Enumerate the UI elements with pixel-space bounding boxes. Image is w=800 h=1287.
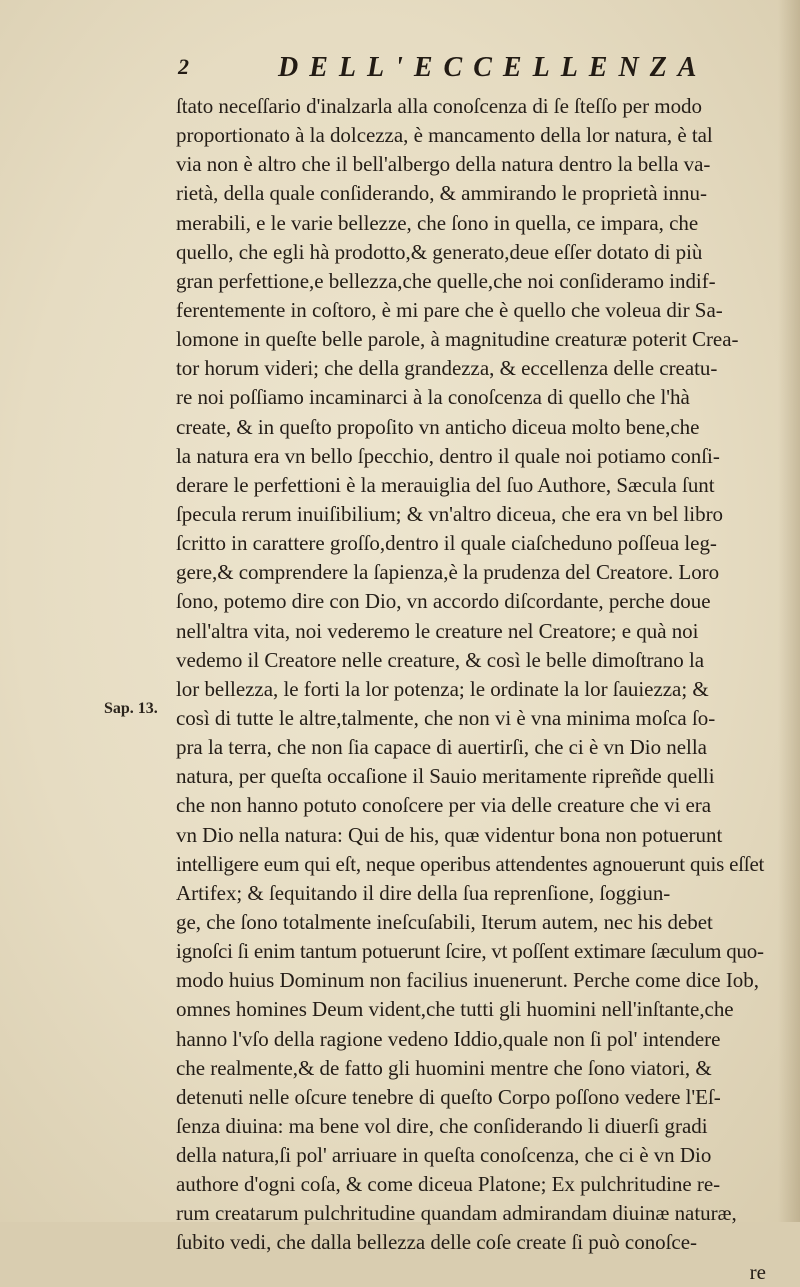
text-line: vn Dio nella natura: Qui de his, quæ videntur bona non potuerunt (176, 822, 723, 847)
text-line: create, & in queſto propoſito vn anticho diceua molto bene,che (176, 414, 700, 439)
text-line: lomone in queſte belle parole, à magnitudine creaturæ poterit Crea- (176, 327, 739, 352)
text-line: gran perfettione,e bellezza,che quelle,che noi conſideramo indif- (176, 268, 716, 293)
text-line: rum creatarum pulchritudine quandam admirandam diuinæ naturæ, (176, 1201, 737, 1226)
text-line: intelligere eum qui eſt, neque operibus attendentes agnouerunt quis eſſet (176, 851, 765, 876)
text-line: authore d'ogni coſa, & come diceua Platone; Ex pulchritudine re- (176, 1172, 721, 1197)
text-line: re noi poſſiamo incaminarci à la conoſcenza di quello che l'hà (176, 385, 690, 410)
running-title: DELL'ECCELLENZA (278, 52, 708, 83)
text-line: derare le perfettioni è la merauiglia del ſuo Authore, Sæcula ſunt (176, 472, 715, 497)
text-line: lor bellezza, le forti la lor potenza; le ordinate la lor ſauiezza; & (176, 676, 709, 701)
text-line: ſenza diuina: ma bene vol dire, che conſiderando li diuerſi gradi (176, 1113, 708, 1138)
text-line: proportionato à la dolcezza, è mancamento della lor natura, è tal (176, 123, 713, 148)
running-head (170, 50, 730, 84)
text-line: che realmente,& de fatto gli huomini mentre che ſono viatori, & (176, 1055, 712, 1080)
text-line: vedemo il Creatore nelle creature, & così le belle dimoſtrano la (176, 647, 705, 672)
text-line: merabili, e le varie bellezze, che ſono in quella, ce impara, che (176, 210, 699, 235)
text-line: detenuti nelle oſcure tenebre di queſto Corpo poſſono vedere l'Eſ- (176, 1084, 721, 1109)
text-line: ſpecula rerum inuiſibilium; & vn'altro diceua, che era vn bel libro (176, 501, 724, 526)
text-line: Artifex; & ſequitando il dire della ſua reprenſione, ſoggiun- (176, 880, 671, 905)
text-line: ge, che ſono totalmente ineſcuſabili, Iterum autem, nec his debet (176, 909, 713, 934)
text-line: modo huius Dominum non facilius inuenerunt. Perche come dice Iob, (176, 968, 759, 993)
text-line: ſono, potemo dire con Dio, vn accordo diſcordante, perche doue (176, 589, 711, 614)
text-line: nell'altra vita, noi vederemo le creature nel Creatore; e quà noi (176, 618, 699, 643)
text-line: ſtato neceſſario d'inalzarla alla conoſcenza di ſe ſteſſo per modo (176, 94, 702, 118)
text-line: della natura,ſi pol' arriuare in queſta conoſcenza, che ci è vn Dio (176, 1143, 712, 1168)
text-line: via non è altro che il bell'albergo della natura dentro la bella va- (176, 152, 711, 177)
text-line: natura, per queſta occaſione il Sauio meritamente ripreñde quelli (176, 764, 715, 789)
text-line: hanno l'vſo della ragione vedeno Iddio,quale non ſi pol' intendere (176, 1026, 721, 1051)
text-line: pra la terra, che non ſia capace di auertirſi, che ci è vn Dio nella (176, 735, 707, 760)
text-line: ſubito vedi, che dalla bellezza delle coſe create ſi può conoſce- (176, 1230, 697, 1255)
text-line: ſcritto in carattere groſſo,dentro il quale ciaſcheduno poſſeua leg- (176, 531, 717, 556)
catchword: re (749, 1259, 766, 1284)
text-line: quello, che egli hà prodotto,& generato,deue eſſer dotato di più (176, 239, 703, 264)
text-line: tor horum videri; che della grandezza, & eccellenza delle creatu- (176, 356, 718, 381)
text-line: che non hanno potuto conoſcere per via delle creature che vi era (176, 793, 712, 818)
margin-note: Sap. 13. (104, 700, 158, 717)
text-line: rietà, della quale conſiderando, & ammirando le proprietà innu- (176, 181, 707, 206)
text-line: la natura era vn bello ſpecchio, dentro il quale noi potiamo conſi- (176, 443, 720, 468)
text-line: omnes homines Deum vident,che tutti gli huomini nell'inſtante,che (176, 997, 734, 1022)
text-line: così di tutte le altre,talmente, che non vi è vna minima moſca ſo- (176, 705, 716, 730)
text-line: ferentemente in coſtoro, è mi pare che è quello che voleua dir Sa- (176, 297, 723, 322)
text-line: gere,& comprendere la ſapienza,è la prudenza del Creatore. Loro (176, 560, 720, 585)
text-line: ignoſci ſi enim tantum potuerunt ſcire, vt poſſent extimare ſæculum quo- (176, 939, 764, 964)
body-text (176, 92, 766, 1287)
page-number: 2 (178, 54, 189, 79)
